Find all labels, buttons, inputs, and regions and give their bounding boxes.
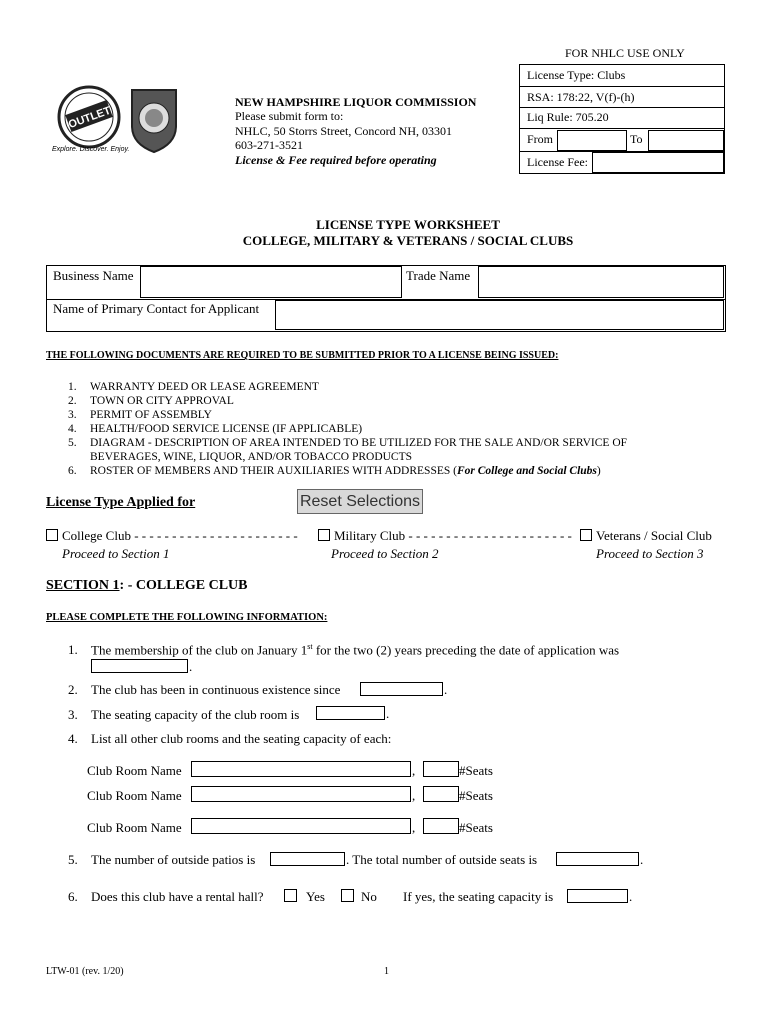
q3-text: The seating capacity of the club room is <box>91 707 300 722</box>
doc-text: WARRANTY DEED OR LEASE AGREEMENT <box>90 381 319 393</box>
svg-text:OUTLET: OUTLET <box>66 104 113 132</box>
seating-capacity-field[interactable] <box>316 706 385 720</box>
membership-count-field[interactable] <box>91 659 188 673</box>
q2-text: The club has been in continuous existence since <box>91 682 341 697</box>
agency-name: NEW HAMPSHIRE LIQUOR COMMISSION <box>235 95 477 109</box>
doc-number: 2. <box>68 395 77 407</box>
doc-text: ROSTER OF MEMBERS AND THEIR AUXILIARIES WITH ADDRESSES ( <box>90 465 457 477</box>
business-name-label: Business Name <box>53 268 134 283</box>
rental-hall-yes-checkbox[interactable] <box>284 889 297 902</box>
doc-item <box>68 436 627 450</box>
logo-tagline: Explore. Discover. Enjoy. <box>52 146 130 153</box>
license-type-heading: License Type Applied for <box>46 495 196 510</box>
military-club-option[interactable] <box>318 528 572 544</box>
outlet-logo <box>57 85 121 149</box>
agency-phone: 603-271-3521 <box>235 138 303 152</box>
q1-sup: st <box>307 642 313 651</box>
to-label: To <box>630 132 643 146</box>
nhlc-use-header: FOR NHLC USE ONLY <box>565 46 685 60</box>
divider <box>519 107 725 108</box>
business-name-field[interactable] <box>140 266 402 298</box>
club-room-seats-field[interactable] <box>423 761 459 777</box>
doc-text: HEALTH/FOOD SERVICE LICENSE (IF APPLICABLE) <box>90 423 363 435</box>
seats-label: #Seats <box>459 820 493 835</box>
comma: , <box>412 763 416 778</box>
q1-text <box>91 642 619 658</box>
page-number: 1 <box>384 966 389 977</box>
reset-selections-button[interactable]: Reset Selections <box>297 489 423 514</box>
q6-number: 6. <box>68 889 78 904</box>
period: . <box>629 889 633 904</box>
to-date-field[interactable] <box>648 130 724 151</box>
documents-heading: THE FOLLOWING DOCUMENTS ARE REQUIRED TO BE SUBMITTED PRIOR TO A LICENSE BEING ISSUED: <box>46 350 559 361</box>
q5-number: 5. <box>68 852 78 867</box>
proceed-section-2: Proceed to Section 2 <box>331 546 439 561</box>
doc-text: TOWN OR CITY APPROVAL <box>90 395 234 407</box>
doc-note: For College and Social Clubs <box>456 465 597 477</box>
military-club-label: Military Club - - - - - - - - - - - - - - - - - - - - - - <box>334 528 572 543</box>
no-label: No <box>361 889 377 904</box>
period: . <box>444 682 448 697</box>
doc-text: BEVERAGES, WINE, LIQUOR, AND/OR TOBACCO PRODUCTS <box>90 451 413 463</box>
yes-label: Yes <box>306 889 325 904</box>
outside-patios-field[interactable] <box>270 852 345 866</box>
seats-label: #Seats <box>459 788 493 803</box>
rental-hall-no-checkbox[interactable] <box>341 889 354 902</box>
divider <box>519 86 725 87</box>
license-type-text: License Type: Clubs <box>527 68 626 82</box>
veterans-club-option[interactable] <box>580 528 712 544</box>
q5-text: The number of outside patios is <box>91 852 256 867</box>
rental-hall-capacity-field[interactable] <box>567 889 628 903</box>
primary-contact-field[interactable] <box>275 300 724 330</box>
comma: , <box>412 820 416 835</box>
section-1-heading <box>46 578 248 594</box>
doc-text: ) <box>596 465 601 477</box>
from-date-field[interactable] <box>557 130 627 151</box>
club-room-label: Club Room Name <box>87 763 182 778</box>
existence-since-field[interactable] <box>360 682 443 696</box>
college-club-option[interactable] <box>46 528 298 544</box>
college-club-checkbox[interactable] <box>46 529 58 541</box>
agency-line1: Please submit form to: <box>235 109 344 123</box>
q2-number: 2. <box>68 682 78 697</box>
q6-text: Does this club have a rental hall? <box>91 889 264 904</box>
doc-item <box>68 408 212 422</box>
q1-text-b: for the two (2) years preceding the date of application was <box>312 642 620 658</box>
club-room-seats-field[interactable] <box>423 786 459 802</box>
club-room-name-field[interactable] <box>191 761 411 777</box>
license-fee-label: License Fee: <box>527 155 588 169</box>
q1-text-a: The membership of the club on January 1 <box>91 642 308 658</box>
doc-item <box>68 464 601 478</box>
period: . <box>640 852 644 867</box>
q6-text-b: If yes, the seating capacity is <box>403 889 554 904</box>
form-id: LTW-01 (rev. 1/20) <box>46 966 124 977</box>
nhlc-seal-logo <box>128 86 180 154</box>
worksheet-subtitle: COLLEGE, MILITARY & VETERANS / SOCIAL CLUBS <box>242 233 574 248</box>
trade-name-field[interactable] <box>478 266 724 298</box>
section-1-title: : - COLLEGE CLUB <box>119 578 248 593</box>
period: . <box>386 706 390 721</box>
divider <box>519 128 725 129</box>
agency-address: NHLC, 50 Storrs Street, Concord NH, 03301 <box>235 124 452 138</box>
doc-text: PERMIT OF ASSEMBLY <box>90 409 212 421</box>
rsa-text: RSA: 178:22, V(f)-(h) <box>527 90 635 104</box>
q5-text-b: . The total number of outside seats is <box>346 852 538 867</box>
comma: , <box>412 788 416 803</box>
from-label: From <box>527 132 554 146</box>
doc-number: 6. <box>68 465 77 477</box>
primary-contact-label: Name of Primary Contact for Applicant <box>53 301 260 316</box>
q3-number: 3. <box>68 707 78 722</box>
doc-number: 3. <box>68 409 77 421</box>
seats-label: #Seats <box>459 763 493 778</box>
q1-number: 1. <box>68 642 78 657</box>
college-club-label: College Club - - - - - - - - - - - - - - - - - - - - - - <box>62 528 298 543</box>
doc-item <box>68 450 412 464</box>
club-room-label: Club Room Name <box>87 820 182 835</box>
section-1-subheading: PLEASE COMPLETE THE FOLLOWING INFORMATION: <box>46 612 328 623</box>
q4-number: 4. <box>68 731 78 746</box>
q4-text: List all other club rooms and the seating capacity of each: <box>91 731 392 746</box>
outside-seats-field[interactable] <box>556 852 639 866</box>
license-fee-field[interactable] <box>592 152 724 173</box>
section-1-label: SECTION 1 <box>46 578 120 593</box>
club-room-label: Club Room Name <box>87 788 182 803</box>
liq-rule-text: Liq Rule: 705.20 <box>527 110 609 124</box>
club-room-name-field[interactable] <box>191 786 411 802</box>
doc-number: 1. <box>68 381 77 393</box>
doc-item <box>68 422 362 436</box>
veterans-club-label: Veterans / Social Club <box>596 528 712 543</box>
veterans-club-checkbox[interactable] <box>580 529 592 541</box>
period: . <box>189 659 193 674</box>
doc-item <box>68 380 319 394</box>
agency-notice: License & Fee required before operating <box>235 153 437 167</box>
club-room-seats-field[interactable] <box>423 818 459 834</box>
proceed-section-3: Proceed to Section 3 <box>596 546 704 561</box>
doc-number: 5. <box>68 437 77 449</box>
club-room-name-field[interactable] <box>191 818 411 834</box>
proceed-section-1: Proceed to Section 1 <box>62 546 170 561</box>
doc-item <box>68 394 234 408</box>
doc-text: DIAGRAM - DESCRIPTION OF AREA INTENDED TO BE UTILIZED FOR THE SALE AND/OR SERVICE OF <box>90 437 628 449</box>
trade-name-label: Trade Name <box>406 268 471 283</box>
doc-number: 4. <box>68 423 77 435</box>
military-club-checkbox[interactable] <box>318 529 330 541</box>
worksheet-title: LICENSE TYPE WORKSHEET <box>316 217 500 232</box>
